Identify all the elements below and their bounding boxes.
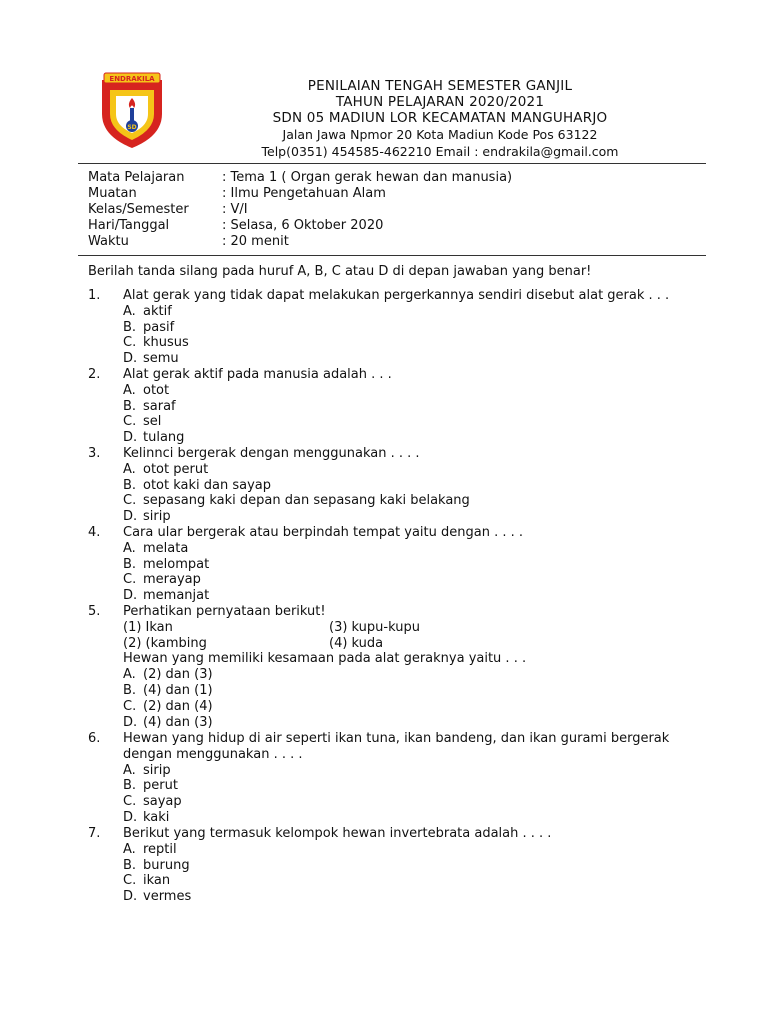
option-letter: A. xyxy=(123,382,136,398)
logo-badge: SD xyxy=(127,124,137,131)
option-text: sirip xyxy=(143,762,171,778)
exam-header xyxy=(200,78,680,160)
option-text: otot xyxy=(143,382,170,398)
option-letter: D. xyxy=(123,430,138,446)
question-number: 5. xyxy=(88,604,101,619)
option-letter: D. xyxy=(123,351,138,367)
option-text: otot kaki dan sayap xyxy=(143,477,272,493)
option-letter: D. xyxy=(123,714,138,730)
option-letter: B. xyxy=(123,398,137,414)
answer-option[interactable] xyxy=(88,399,728,415)
statement-row xyxy=(88,620,728,636)
info-label: Waktu xyxy=(88,234,129,249)
statement-item: (3) kupu-kupu xyxy=(329,619,420,635)
option-text: tulang xyxy=(143,430,185,446)
question-text: Cara ular bergerak atau berpindah tempat yaitu dengan . . . . xyxy=(123,525,524,540)
answer-option[interactable] xyxy=(88,304,728,320)
question-1 xyxy=(88,288,728,367)
option-text: melata xyxy=(143,540,189,556)
question-number: 6. xyxy=(88,731,101,746)
answer-option[interactable] xyxy=(88,842,728,858)
option-text: memanjat xyxy=(143,588,210,604)
question-text-continued: Hewan yang memiliki kesamaan pada alat geraknya yaitu . . . xyxy=(123,651,527,667)
option-letter: C. xyxy=(123,414,137,430)
info-value: : 20 menit xyxy=(222,234,289,249)
question-text-continued: dengan menggunakan . . . . xyxy=(123,746,303,762)
option-text: perut xyxy=(143,778,178,794)
question-6 xyxy=(88,731,728,826)
option-text: (2) dan (3) xyxy=(143,667,213,683)
exam-info xyxy=(88,170,512,250)
answer-option[interactable] xyxy=(88,493,728,509)
question-number: 7. xyxy=(88,826,101,841)
question-text: Alat gerak yang tidak dapat melakukan pergerkannya sendiri disebut alat gerak . . . xyxy=(123,288,670,303)
question-number: 4. xyxy=(88,525,101,540)
statement-item: (1) Ikan xyxy=(123,619,173,635)
header-title: PENILAIAN TENGAH SEMESTER GANJIL xyxy=(307,78,573,94)
question-3 xyxy=(88,446,728,525)
info-label: Mata Pelajaran xyxy=(88,170,185,185)
answer-option[interactable] xyxy=(88,335,728,351)
option-letter: B. xyxy=(123,857,137,873)
logo-text: ENDRAKILA xyxy=(109,75,155,83)
question-2 xyxy=(88,367,728,446)
option-text: aktif xyxy=(143,303,172,319)
question-number: 3. xyxy=(88,446,101,461)
answer-option[interactable] xyxy=(88,509,728,525)
option-letter: B. xyxy=(123,556,137,572)
option-text: (4) dan (3) xyxy=(143,714,213,730)
question-text: Kelinnci bergerak dengan menggunakan . . . . xyxy=(123,446,420,461)
option-text: vermes xyxy=(143,889,192,905)
option-text: sel xyxy=(143,414,162,430)
info-label: Muatan xyxy=(88,186,137,201)
option-text: burung xyxy=(143,857,190,873)
option-text: sepasang kaki depan dan sepasang kaki belakang xyxy=(143,493,470,509)
option-text: ikan xyxy=(143,873,171,889)
answer-option[interactable] xyxy=(88,778,728,794)
option-letter: B. xyxy=(123,778,137,794)
bottom-divider xyxy=(78,255,706,256)
header-school: SDN 05 MADIUN LOR KECAMATAN MANGUHARJO xyxy=(272,110,608,126)
option-text: merayap xyxy=(143,572,201,588)
option-text: pasif xyxy=(143,319,175,335)
option-letter: A. xyxy=(123,762,136,778)
info-label: Kelas/Semester xyxy=(88,202,189,217)
question-5 xyxy=(88,604,728,730)
info-value: : Tema 1 ( Organ gerak hewan dan manusia) xyxy=(222,170,513,185)
question-text: Berikut yang termasuk kelompok hewan invertebrata adalah . . . . xyxy=(123,826,552,841)
answer-option[interactable] xyxy=(88,351,728,367)
option-letter: D. xyxy=(123,889,138,905)
header-address: Jalan Jawa Npmor 20 Kota Madiun Kode Pos 63122 xyxy=(282,127,598,142)
option-text: sirip xyxy=(143,509,171,525)
option-text: khusus xyxy=(143,335,189,351)
statement-item: (4) kuda xyxy=(329,635,384,651)
info-label: Hari/Tanggal xyxy=(88,218,170,233)
option-letter: B. xyxy=(123,477,137,493)
option-letter: D. xyxy=(123,509,138,525)
option-text: kaki xyxy=(143,809,170,825)
option-letter: A. xyxy=(123,303,136,319)
top-divider xyxy=(78,163,706,164)
answer-option[interactable] xyxy=(88,478,728,494)
statement-row xyxy=(88,636,728,652)
question-number: 2. xyxy=(88,367,101,382)
option-text: melompat xyxy=(143,556,210,572)
info-row xyxy=(88,186,512,202)
info-row xyxy=(88,202,512,218)
answer-option[interactable] xyxy=(88,462,728,478)
question-number: 1. xyxy=(88,288,101,303)
option-letter: A. xyxy=(123,540,136,556)
option-letter: B. xyxy=(123,682,137,698)
answer-option[interactable] xyxy=(88,414,728,430)
option-letter: A. xyxy=(123,667,136,683)
option-text: (4) dan (1) xyxy=(143,682,213,698)
option-letter: C. xyxy=(123,873,137,889)
question-7 xyxy=(88,826,728,905)
instruction: Berilah tanda silang pada huruf A, B, C atau D di depan jawaban yang benar! xyxy=(88,264,592,279)
answer-option[interactable] xyxy=(88,794,728,810)
option-text: reptil xyxy=(143,841,177,857)
info-row xyxy=(88,234,512,250)
answer-option[interactable] xyxy=(88,572,728,588)
answer-option[interactable] xyxy=(88,667,728,683)
question-4 xyxy=(88,525,728,604)
option-letter: D. xyxy=(123,588,138,604)
info-row xyxy=(88,170,512,186)
answer-option[interactable] xyxy=(88,683,728,699)
header-contact: Telp(0351) 454585-462210 Email : endrakila@gmail.com xyxy=(261,144,619,159)
school-logo xyxy=(98,70,166,150)
option-letter: A. xyxy=(123,841,136,857)
answer-option[interactable] xyxy=(88,715,728,731)
option-letter: D. xyxy=(123,809,138,825)
info-row xyxy=(88,218,512,234)
info-value: : Ilmu Pengetahuan Alam xyxy=(222,186,386,201)
option-letter: C. xyxy=(123,698,137,714)
option-letter: C. xyxy=(123,493,137,509)
info-value: : Selasa, 6 Oktober 2020 xyxy=(222,218,384,233)
answer-option[interactable] xyxy=(88,889,728,905)
option-letter: C. xyxy=(123,572,137,588)
option-text: otot perut xyxy=(143,461,209,477)
info-value: : V/I xyxy=(222,202,248,217)
option-text: saraf xyxy=(143,398,176,414)
answer-option[interactable] xyxy=(88,699,728,715)
option-letter: C. xyxy=(123,335,137,351)
statement-item: (2) (kambing xyxy=(123,635,207,651)
option-text: semu xyxy=(143,351,179,367)
answer-option[interactable] xyxy=(88,557,728,573)
option-text: sayap xyxy=(143,794,182,810)
question-text: Alat gerak aktif pada manusia adalah . . . xyxy=(123,367,392,382)
option-letter: C. xyxy=(123,794,137,810)
option-text: (2) dan (4) xyxy=(143,698,213,714)
answer-option[interactable] xyxy=(88,320,728,336)
answer-option[interactable] xyxy=(88,763,728,779)
question-text: Perhatikan pernyataan berikut! xyxy=(123,604,326,619)
question-text: Hewan yang hidup di air seperti ikan tuna, ikan bandeng, dan ikan gurami bergerak xyxy=(123,731,670,746)
answer-option[interactable] xyxy=(88,383,728,399)
answer-option[interactable] xyxy=(88,430,728,446)
answer-option[interactable] xyxy=(88,858,728,874)
option-letter: B. xyxy=(123,319,137,335)
header-year: TAHUN PELAJARAN 2020/2021 xyxy=(335,94,545,110)
answer-option[interactable] xyxy=(88,541,728,557)
answer-option[interactable] xyxy=(88,873,728,889)
option-letter: A. xyxy=(123,461,136,477)
answer-option[interactable] xyxy=(88,588,728,604)
answer-option[interactable] xyxy=(88,810,728,826)
